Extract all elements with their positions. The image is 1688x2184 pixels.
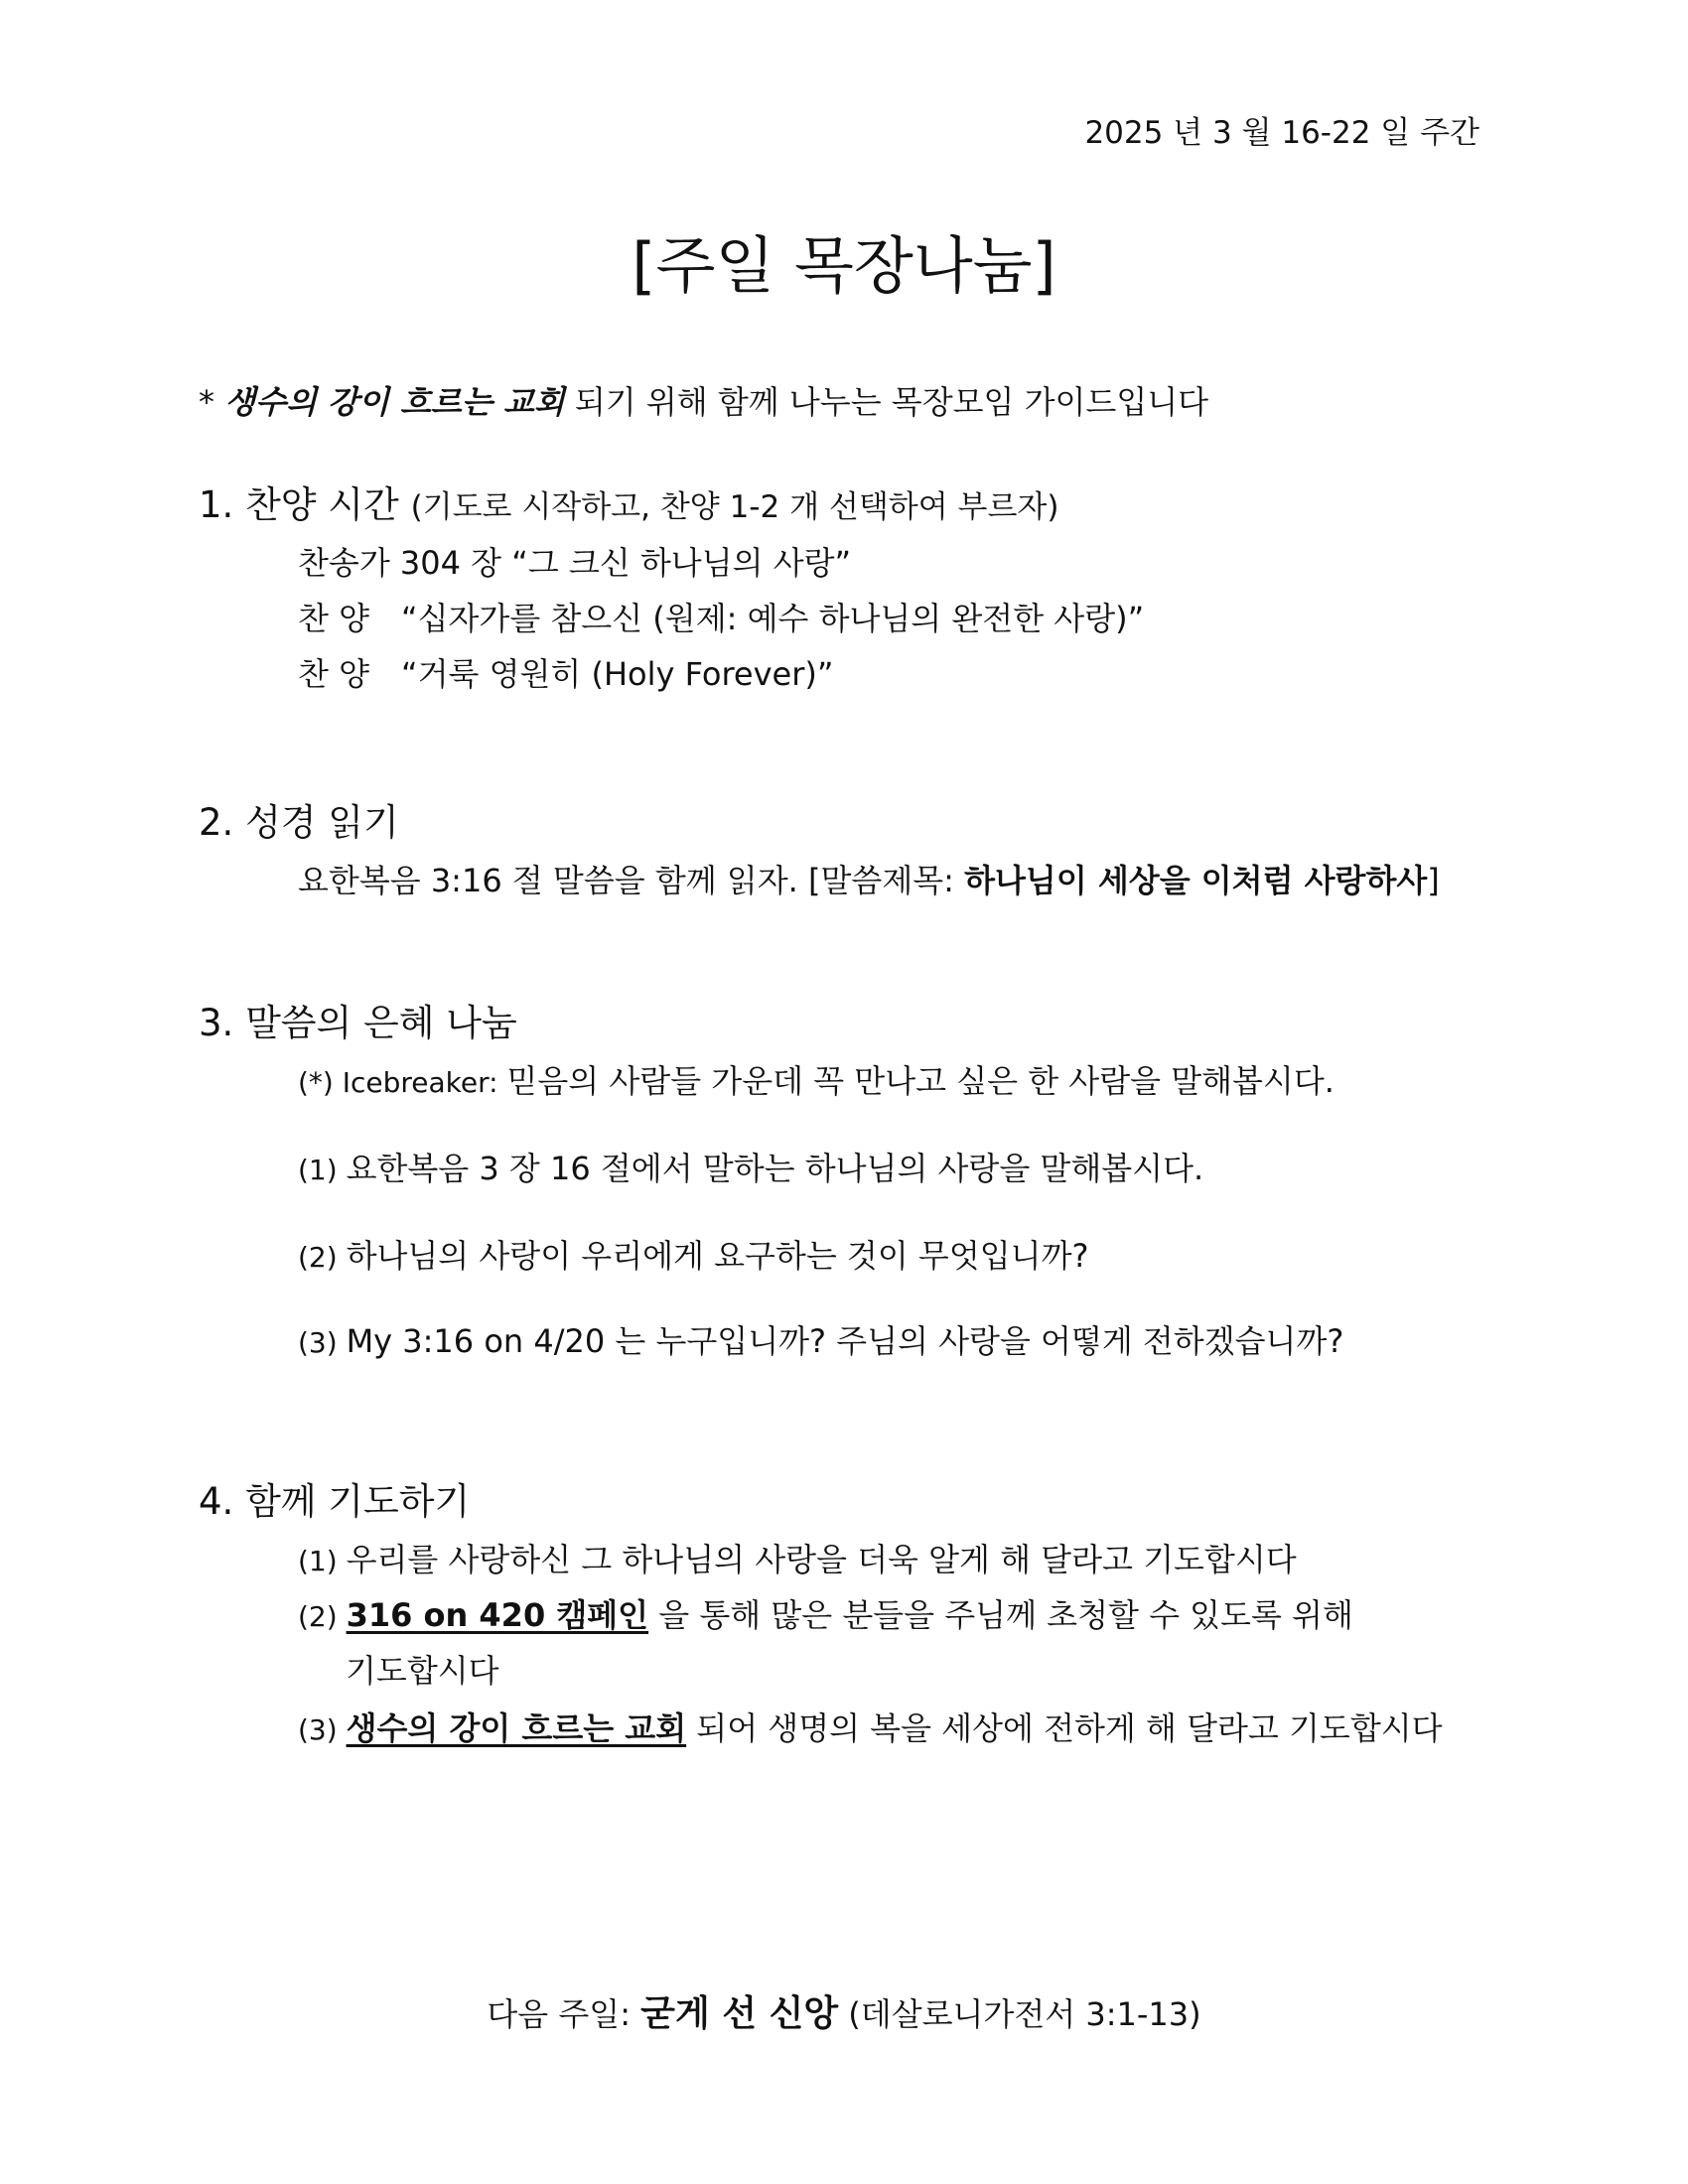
- bracket-close: ]: [1427, 862, 1440, 899]
- section-1-heading: [199, 475, 1058, 528]
- song-title: “거룩 영원히 (Holy Forever)”: [401, 655, 834, 693]
- prayer-2: [298, 1590, 1353, 1636]
- scripture-line: [298, 856, 1440, 901]
- week-date: 2025 년 3 월 16-22 일 주간: [1084, 115, 1479, 151]
- section-1-title: 1. 찬양 시간: [199, 483, 411, 526]
- question-number: (2): [298, 1241, 347, 1274]
- campaign-name: 316 on 420 캠페인: [346, 1596, 649, 1634]
- song-label: 찬 양: [298, 655, 369, 693]
- question-number: (3): [298, 1326, 347, 1359]
- intro-text: 되기 위해 함께 나누는 목장모임 가이드입니다: [564, 383, 1209, 421]
- question-1: [298, 1144, 1203, 1189]
- song-line-1: [298, 594, 1144, 639]
- question-text: 하나님의 사랑이 우리에게 요구하는 것이 무엇입니까?: [346, 1237, 1089, 1275]
- question-text: My 3:16 on 4/20 는 누구입니까? 주님의 사랑을 어떻게 전하겠습니까?: [346, 1322, 1344, 1360]
- section-4-heading: 4. 함께 기도하기: [199, 1480, 471, 1523]
- icebreaker-label: (*) Icebreaker:: [298, 1066, 507, 1099]
- section-2-heading: 2. 성경 읽기: [199, 801, 399, 844]
- question-3: [298, 1316, 1343, 1362]
- intro-prefix: *: [199, 383, 225, 421]
- next-sermon-ref: (데살로니가전서 3:1-13): [838, 1995, 1201, 2033]
- question-text: 요한복음 3 장 16 절에서 말하는 하나님의 사랑을 말해봅시다.: [346, 1150, 1204, 1187]
- icebreaker-text: 믿음의 사람들 가운데 꼭 만나고 싶은 한 사람을 말해봅시다.: [506, 1062, 1335, 1100]
- question-2: [298, 1231, 1088, 1277]
- prayer-text: 을 통해 많은 분들을 주님께 초청할 수 있도록 위해: [648, 1596, 1353, 1634]
- sermon-title: 하나님이 세상을 이처럼 사랑하사: [964, 862, 1428, 899]
- question-number: (1): [298, 1154, 347, 1186]
- next-sermon-title: 굳게 선 신앙: [640, 1993, 839, 2034]
- church-motto: 생수의 강이 흐르는 교회: [346, 1709, 687, 1747]
- next-sunday: [0, 1985, 1688, 2036]
- prayer-1: [298, 1535, 1297, 1580]
- prayer-text: 우리를 사랑하신 그 하나님의 사랑을 더욱 알게 해 달라고 기도합시다: [346, 1541, 1297, 1578]
- section-3-heading: 3. 말씀의 은혜 나눔: [199, 1002, 517, 1044]
- icebreaker-line: [298, 1056, 1335, 1102]
- intro-emphasis: 생수의 강이 흐르는 교회: [224, 383, 565, 421]
- scripture-text: 요한복음 3:16 절 말씀을 함께 읽자. [말씀제목:: [298, 862, 965, 899]
- prayer-text: 되어 생명의 복을 세상에 전하게 해 달라고 기도합시다: [686, 1709, 1443, 1747]
- prayer-number: (2): [298, 1600, 347, 1633]
- section-1-subtitle: (기도로 시작하고, 찬양 1-2 개 선택하여 부르자): [410, 489, 1059, 525]
- page-title: [주일 목장나눔]: [632, 229, 1056, 302]
- intro-line: [199, 377, 1208, 423]
- prayer-2-continued: 기도합시다: [346, 1652, 499, 1690]
- hymn-line: 찬송가 304 장 “그 크신 하나님의 사랑”: [298, 544, 852, 582]
- prayer-number: (3): [298, 1713, 347, 1746]
- song-label: 찬 양: [298, 600, 369, 637]
- prayer-3: [298, 1704, 1443, 1749]
- song-line-2: [298, 649, 833, 695]
- prayer-number: (1): [298, 1545, 347, 1577]
- song-title: “십자가를 참으신 (원제: 예수 하나님의 완전한 사랑)”: [401, 600, 1145, 637]
- next-sunday-label: 다음 주일:: [487, 1995, 641, 2033]
